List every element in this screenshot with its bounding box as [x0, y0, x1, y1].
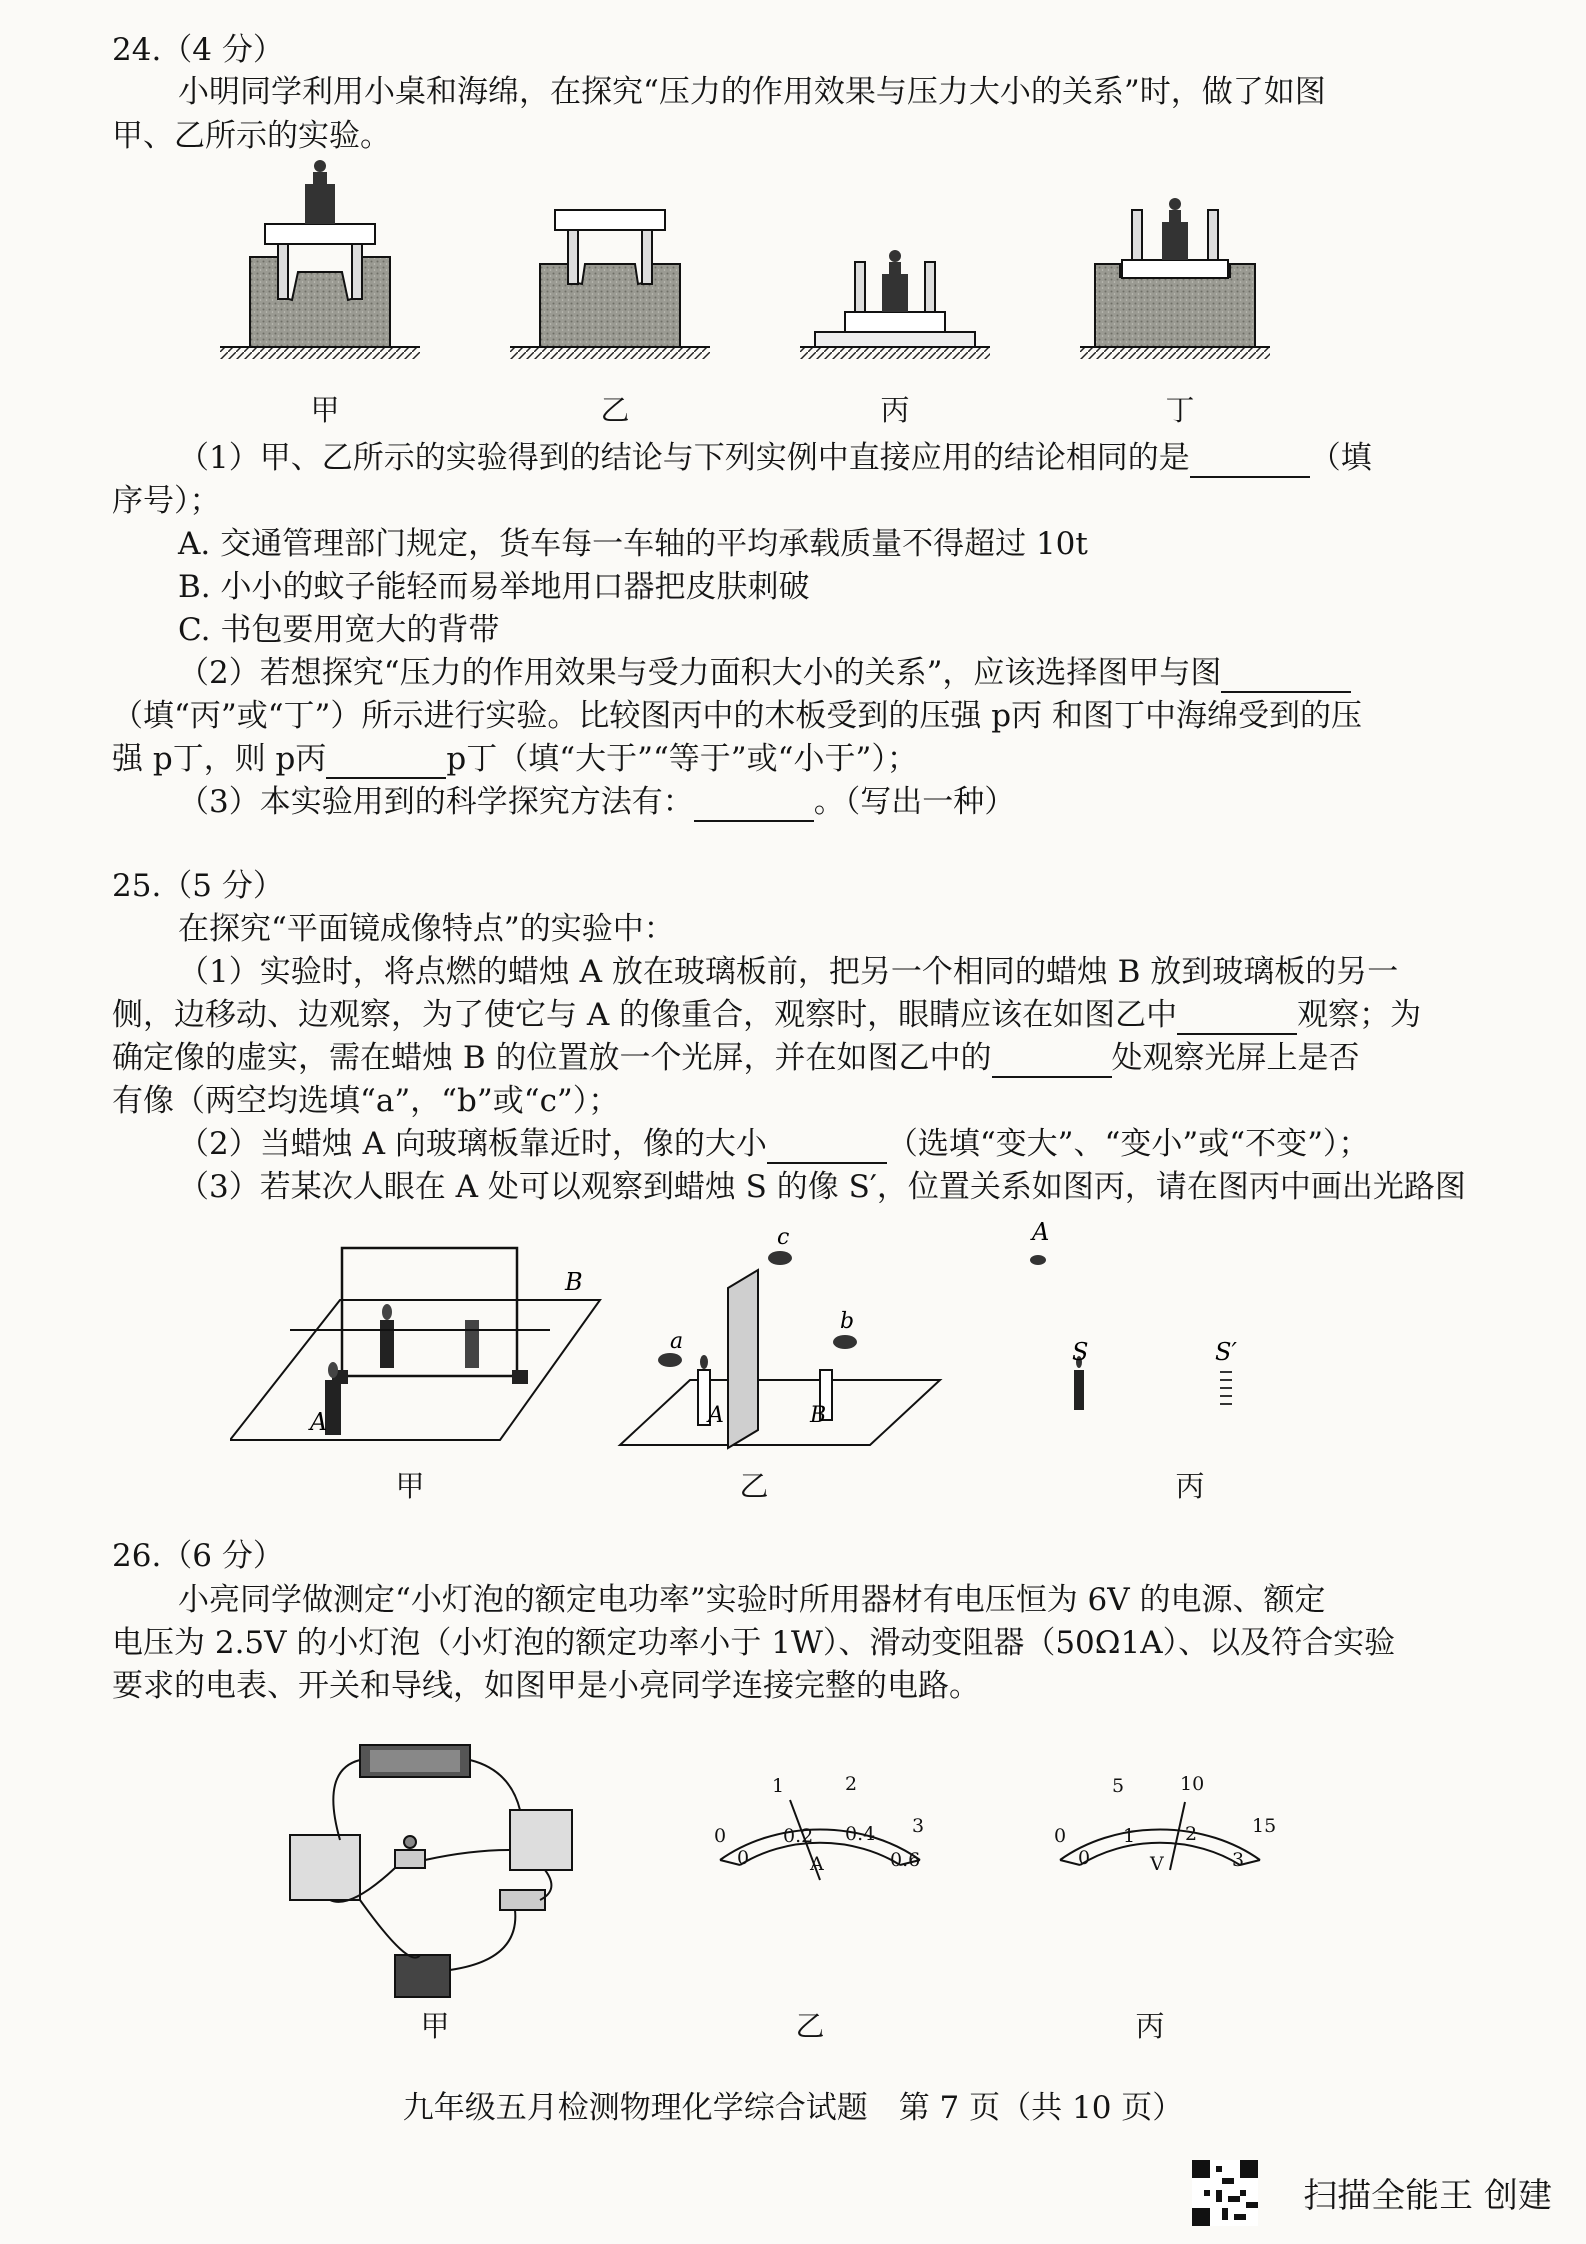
q24-p2-blank2[interactable] — [326, 747, 446, 779]
ammeter-bottom-06: 0.6 — [890, 1849, 921, 1871]
ammeter-bottom-0: 0 — [737, 1847, 750, 1869]
fig25-label-jia: 甲 — [395, 1469, 425, 1503]
fig-mirror-yi-label-A: A — [708, 1403, 724, 1428]
q24-part3 — [178, 782, 1015, 822]
q25-p2-text: （2）当蜡烛 A 向玻璃板靠近时，像的大小 — [178, 1126, 767, 1162]
q25-p2-text2: （选填“变大”、“变小”或“不变”）； — [886, 1126, 1370, 1162]
q25-part2 — [178, 1124, 1369, 1164]
q24-option-a: A. 交通管理部门规定，货车每一车轴的平均承载质量不得超过 10t — [178, 526, 1088, 562]
fig-circuit-jia — [290, 1745, 572, 1997]
q24-p3-text2: 。（写出一种） — [813, 784, 1016, 820]
qr-code-icon — [1192, 2160, 1258, 2226]
voltmeter-top-10: 10 — [1180, 1773, 1205, 1795]
voltmeter-unit: V — [1150, 1853, 1164, 1875]
fig-mirror-bing-label-s-prime: S′ — [1215, 1338, 1237, 1366]
fig25-label-bing: 丙 — [1175, 1469, 1205, 1503]
fig-mirror-yi — [620, 1251, 940, 1448]
fig-mirror-bing-label-a: A — [1032, 1220, 1050, 1246]
q24-p1-text: （1）甲、乙所示的实验得到的结论与下列实例中直接应用的结论相同的是 — [178, 440, 1190, 476]
fig-mirror-jia — [230, 1248, 600, 1440]
fig-label-bing: 丙 — [880, 393, 910, 427]
fig-mirror-jia-label-a: A — [310, 1408, 328, 1436]
q24-p1-blank[interactable] — [1190, 446, 1310, 478]
q25-figures — [230, 1220, 1480, 1480]
q24-intro-2: 甲、乙所示的实验。 — [112, 118, 391, 154]
q25-p1-blank1[interactable] — [1177, 1003, 1297, 1035]
q24-part1-line2: 序号）； — [112, 483, 221, 519]
ammeter-top-3: 3 — [912, 1815, 925, 1837]
fig26-label-bing: 丙 — [1135, 2009, 1165, 2043]
q24-p2-text3: 强 p丁，则 p丙 — [112, 741, 327, 777]
ammeter-bottom-02: 0.2 — [783, 1825, 814, 1847]
q24-figures — [220, 152, 1270, 382]
fig-mirror-yi-label-a-lower: a — [670, 1329, 684, 1354]
q26-figures — [270, 1730, 1360, 2000]
q25-part1-line1: （1）实验时，将点燃的蜡烛 A 放在玻璃板前，把另一个相同的蜡烛 B 放到玻璃板的另一 — [178, 954, 1399, 990]
fig-mirror-yi-label-B: B — [810, 1403, 827, 1428]
ammeter-top-1: 1 — [772, 1775, 785, 1797]
q26-line3: 要求的电表、开关和导线，如图甲是小亮同学连接完整的电路。 — [112, 1668, 980, 1704]
q25-part1-line3 — [112, 1038, 1360, 1078]
q24-p1-text2: （填 — [1309, 440, 1372, 476]
q25-heading: 25.（5 分） — [112, 868, 284, 904]
q26-line2: 电压为 2.5V 的小灯泡（小灯泡的额定功率小于 1W）、滑动变阻器（50Ω1A）、以及符合实验 — [112, 1625, 1396, 1661]
q25-part3: （3）若某次人眼在 A 处可以观察到蜡烛 S 的像 S′，位置关系如图丙，请在图丙中画出光路图 — [178, 1169, 1466, 1205]
q24-intro-1: 小明同学利用小桌和海绵，在探究“压力的作用效果与压力大小的关系”时，做了如图 — [178, 74, 1326, 110]
q24-part2-line1 — [178, 653, 1351, 693]
q25-p1-blank2[interactable] — [992, 1046, 1112, 1078]
ammeter-top-0: 0 — [714, 1825, 727, 1847]
fig-label-jia: 甲 — [310, 393, 340, 427]
q24-p2-text: （2）若想探究“压力的作用效果与受力面积大小的关系”，应该选择图甲与图 — [178, 655, 1222, 691]
q24-part1-line1 — [178, 438, 1372, 478]
q26-heading: 26.（6 分） — [112, 1538, 284, 1574]
fig25-label-yi: 乙 — [739, 1469, 769, 1503]
q25-p1-text: 侧，边移动、边观察，为了使它与 A 的像重合，观察时，眼睛应该在如图乙中 — [112, 997, 1178, 1033]
voltmeter-top-0: 0 — [1054, 1825, 1067, 1847]
q25-part1-line2 — [112, 995, 1421, 1035]
q24-option-b: B. 小小的蚊子能轻而易举地用口器把皮肤刺破 — [178, 569, 810, 605]
fig-bing-board-table — [800, 250, 990, 359]
q25-p1-text4: 处观察光屏上是否 — [1111, 1040, 1360, 1076]
q24-part2-line2: （填“丙”或“丁”）所示进行实验。比较图丙中的木板受到的压强 p丙 和图丁中海绵受到的压 — [112, 698, 1362, 734]
q24-option-c: C. 书包要用宽大的背带 — [178, 612, 500, 648]
fig-mirror-yi-label-b-lower: b — [840, 1309, 855, 1334]
q26-line1: 小亮同学做测定“小灯泡的额定电功率”实验时所用器材有电压恒为 6V 的电源、额定 — [178, 1582, 1326, 1618]
q25-p1-text3: 确定像的虚实，需在蜡烛 B 的位置放一个光屏，并在如图乙中的 — [112, 1040, 992, 1076]
q24-p3-blank[interactable] — [694, 790, 814, 822]
voltmeter-bottom-2: 2 — [1185, 1823, 1198, 1845]
q24-part2-line3 — [112, 739, 918, 779]
voltmeter-top-15: 15 — [1252, 1815, 1277, 1837]
fig-mirror-bing-label-s: S — [1072, 1338, 1089, 1366]
q24-heading: 24.（4 分） — [112, 32, 284, 68]
fig-mirror-jia-label-b: B — [565, 1268, 583, 1296]
fig-label-yi: 乙 — [600, 393, 630, 427]
q25-p2-blank[interactable] — [767, 1132, 887, 1164]
q25-part1-line4: 有像（两空均选填“a”，“b”或“c”）； — [112, 1083, 620, 1119]
q25-p1-text2: 观察；为 — [1297, 997, 1422, 1033]
fig26-label-jia: 甲 — [420, 2009, 450, 2043]
q24-p3-text: （3）本实验用到的科学探究方法有： — [178, 784, 694, 820]
fig-jia-sponge-table-weight — [220, 160, 420, 359]
fig-yi-sponge-table — [510, 210, 710, 359]
ammeter-top-2: 2 — [845, 1773, 858, 1795]
fig-mirror-bing — [1030, 1255, 1232, 1410]
voltmeter-top-5: 5 — [1112, 1775, 1125, 1797]
scanner-watermark: 扫描全能王 创建 — [1303, 2176, 1552, 2216]
fig-ding-sponge-table-inverted — [1080, 198, 1270, 359]
fig-mirror-yi-label-c: c — [777, 1225, 790, 1250]
fig26-label-yi: 乙 — [795, 2009, 825, 2043]
q24-p2-blank1[interactable] — [1221, 661, 1351, 693]
ammeter-unit: A — [810, 1853, 824, 1875]
q24-p2-text4: p丁（填“大于”“等于”或“小于”）； — [446, 741, 918, 777]
voltmeter-bottom-1: 1 — [1123, 1825, 1136, 1847]
voltmeter-bottom-3: 3 — [1232, 1849, 1245, 1871]
ammeter-bottom-04: 0.4 — [845, 1823, 876, 1845]
fig-label-ding: 丁 — [1165, 393, 1195, 427]
q25-intro: 在探究“平面镜成像特点”的实验中： — [178, 911, 675, 947]
voltmeter-bottom-0: 0 — [1078, 1847, 1091, 1869]
page-footer: 九年级五月检测物理化学综合试题 第 7 页（共 10 页） — [402, 2090, 1184, 2126]
